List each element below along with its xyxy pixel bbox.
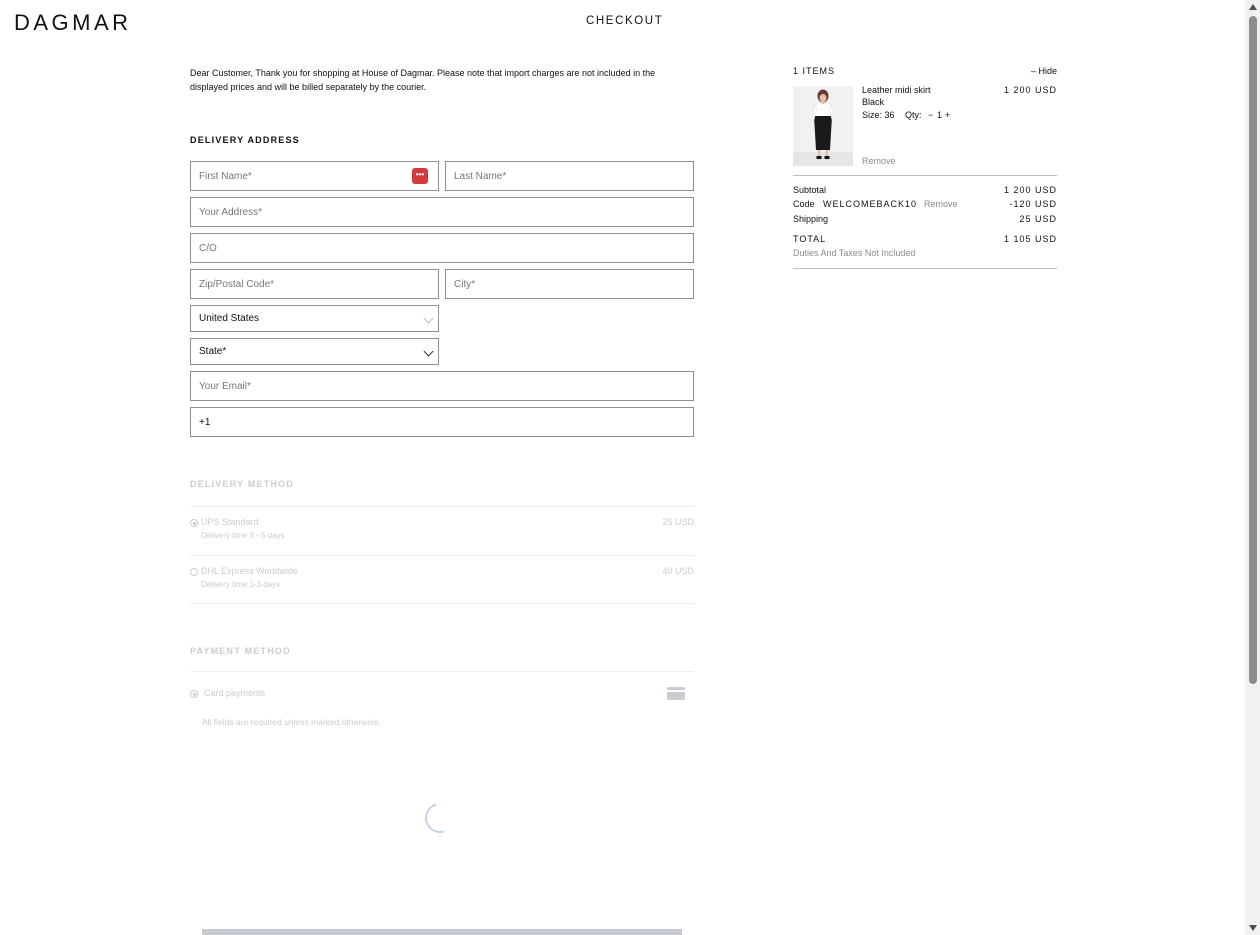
divider — [793, 268, 1057, 269]
scroll-down-arrow-icon[interactable] — [1249, 925, 1257, 931]
total-label: TOTAL — [793, 234, 827, 244]
radio-unselected-icon[interactable] — [190, 568, 198, 576]
product-size: Size: 36 — [862, 110, 895, 120]
delivery-address-heading: DELIVERY ADDRESS — [190, 135, 300, 145]
delivery-option-price: 25 USD — [662, 517, 694, 527]
country-select[interactable] — [190, 305, 439, 332]
delivery-option-ups[interactable] — [190, 517, 694, 547]
brand-logo[interactable]: DAGMAR — [14, 10, 132, 35]
loading-spinner-icon — [420, 798, 461, 839]
cart-items-count: 1 ITEMS — [793, 66, 836, 76]
divider — [190, 603, 694, 604]
product-name[interactable]: Leather midi skirt — [862, 85, 931, 95]
qty-increase-button[interactable]: + — [945, 110, 951, 120]
divider — [793, 175, 1057, 176]
place-order-button[interactable] — [202, 929, 682, 935]
divider — [190, 671, 694, 672]
delivery-option-dhl[interactable] — [190, 566, 694, 596]
import-charges-notice: Dear Customer, Thank you for shopping at House of Dagmar. Please note that import charges are not included in the displayed prices and will be billed separately by the courier. — [190, 68, 656, 92]
page-title: CHECKOUT — [586, 15, 664, 27]
delivery-option-name: DHL Express Worldwide — [201, 566, 299, 576]
password-manager-icon[interactable]: ••• — [412, 168, 428, 184]
email-input[interactable] — [191, 372, 693, 400]
qty-label: Qty: — [905, 110, 922, 120]
payment-option-card[interactable] — [190, 688, 694, 702]
product-price: 1 200 USD — [1003, 85, 1057, 95]
remove-code-link[interactable]: Remove — [924, 199, 958, 209]
country-select-value: United States — [199, 313, 260, 324]
zip-field[interactable] — [190, 269, 439, 299]
city-field[interactable] — [445, 269, 694, 299]
duties-note: Duties And Taxes Not Included — [793, 248, 916, 258]
product-image[interactable] — [793, 86, 853, 166]
divider — [190, 506, 694, 507]
scrollbar-thumb[interactable] — [1249, 16, 1257, 684]
scroll-up-arrow-icon[interactable] — [1249, 4, 1257, 10]
remove-item-link[interactable]: Remove — [862, 156, 896, 166]
qty-value: 1 — [937, 110, 943, 120]
delivery-option-eta: Delivery time 1-3 days — [201, 580, 281, 589]
state-select[interactable] — [190, 338, 439, 365]
delivery-method-heading: DELIVERY METHOD — [190, 479, 295, 489]
product-color: Black — [862, 97, 885, 107]
payment-method-heading: PAYMENT METHOD — [190, 646, 291, 656]
delivery-option-price: 40 USD — [662, 566, 694, 576]
subtotal-value: 1 200 USD — [1003, 185, 1057, 195]
state-select-value: State* — [199, 346, 227, 357]
shipping-value: 25 USD — [1019, 214, 1057, 224]
payment-option-name: Card payments — [204, 688, 266, 698]
delivery-option-eta: Delivery time 3 - 5 days — [201, 531, 285, 540]
discount-code: WELCOMEBACK10 — [823, 199, 918, 209]
address-field[interactable] — [190, 197, 694, 227]
total-value: 1 105 USD — [1003, 234, 1057, 244]
code-label: Code — [793, 199, 815, 209]
zip-input[interactable] — [191, 270, 438, 298]
subtotal-label: Subtotal — [793, 185, 827, 195]
last-name-field[interactable] — [445, 161, 694, 191]
phone-input[interactable] — [191, 408, 693, 436]
qty-decrease-button[interactable]: − — [928, 110, 934, 120]
first-name-input[interactable] — [191, 162, 438, 190]
co-input[interactable] — [191, 234, 693, 262]
chevron-down-icon — [424, 314, 434, 324]
delivery-option-name: UPS Standard — [201, 517, 259, 527]
chevron-down-icon — [424, 347, 434, 357]
scrollbar[interactable] — [1245, 0, 1260, 935]
hide-summary-link[interactable]: – Hide — [1030, 66, 1057, 76]
email-field[interactable] — [190, 371, 694, 401]
radio-selected-icon[interactable] — [190, 690, 198, 698]
product-photo-icon — [793, 86, 853, 166]
discount-value: -120 USD — [1009, 199, 1057, 209]
phone-field[interactable] — [190, 407, 694, 437]
shipping-label: Shipping — [793, 214, 829, 224]
radio-selected-icon[interactable] — [190, 519, 198, 527]
address-input[interactable] — [191, 198, 693, 226]
divider — [190, 555, 694, 556]
first-name-field[interactable] — [190, 161, 439, 191]
last-name-input[interactable] — [446, 162, 693, 190]
co-field[interactable] — [190, 233, 694, 263]
city-input[interactable] — [446, 270, 693, 298]
credit-card-icon — [667, 687, 685, 700]
required-fields-note: All fields are required unless marked otherwise. — [202, 717, 381, 727]
